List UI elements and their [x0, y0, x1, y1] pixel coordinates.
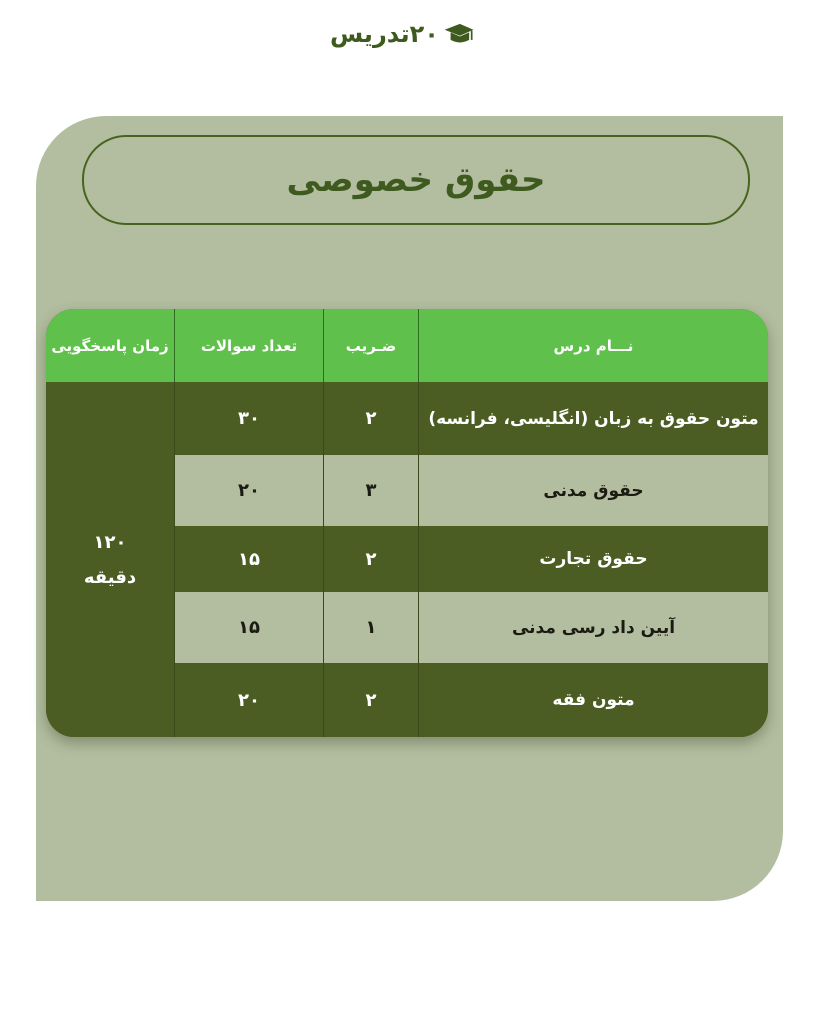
course-name-cell: حقوق مدنی	[418, 455, 768, 526]
answer-time-unit: دقیقه	[83, 566, 137, 588]
coefficient-cell: ۲	[323, 663, 418, 737]
coefficient-cell: ۲	[323, 526, 418, 592]
question-count-cell: ۳۰	[174, 382, 323, 455]
exam-table	[46, 309, 768, 737]
header-question-count: تعداد سوالات	[174, 309, 323, 382]
header-coefficient: ضـریب	[323, 309, 418, 382]
question-count-cell: ۲۰	[174, 455, 323, 526]
answer-time-cell	[46, 382, 175, 737]
graduation-cap-icon	[443, 19, 475, 49]
coefficient-cell: ۲	[323, 382, 418, 455]
question-count-cell: ۱۵	[174, 526, 323, 592]
header-course-name: نـــام درس	[418, 309, 768, 382]
course-name-cell: حقوق تجارت	[418, 526, 768, 592]
table-header-row	[46, 309, 768, 382]
course-name-cell: متون حقوق به زبان (انگلیسی، فرانسه)	[418, 382, 768, 455]
coefficient-cell: ۳	[323, 455, 418, 526]
question-count-cell: ۲۰	[174, 663, 323, 737]
header-answer-time: زمان پاسخگویی	[51, 336, 169, 355]
coefficient-cell: ۱	[323, 592, 418, 663]
brand-logo	[330, 14, 475, 54]
page-title: حقوق خصوصی	[286, 160, 546, 200]
course-name-cell: متون فقه	[418, 663, 768, 737]
title-pill	[82, 135, 750, 225]
course-name-cell: آیین داد رسی مدنی	[418, 592, 768, 663]
question-count-cell: ۱۵	[174, 592, 323, 663]
logo-text: ۲۰تدریس	[330, 20, 439, 48]
answer-time-value: ۱۲۰	[93, 531, 127, 553]
